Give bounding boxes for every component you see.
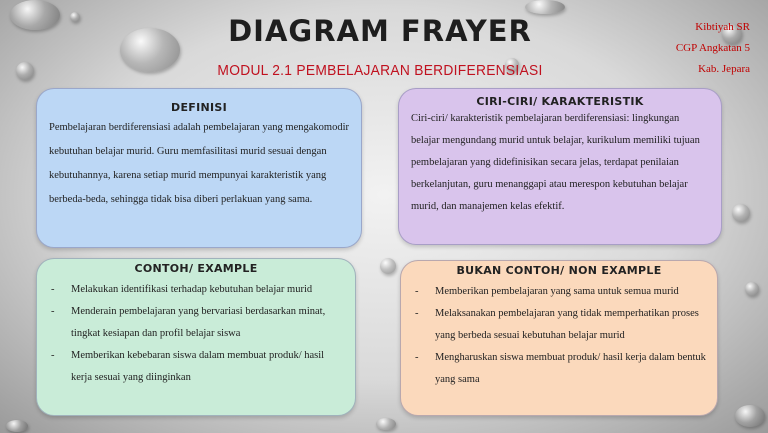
contoh-box [36, 258, 356, 416]
decorative-drop [745, 282, 759, 296]
decorative-drop [380, 258, 396, 274]
definisi-heading: DEFINISI [171, 101, 227, 114]
decorative-drop [70, 12, 80, 22]
list-item: - Menderain pembelajaran yang bervariasi berdasarkan minat, tingkat kesiapan dan profil belajar siswa [47, 301, 345, 345]
author-region: Kab. Jepara [698, 63, 750, 75]
decorative-drop [376, 418, 396, 430]
decorative-drop [6, 420, 28, 432]
slide-title: DIAGRAM FRAYER [228, 14, 532, 48]
bukan-contoh-heading: BUKAN CONTOH/ NON EXAMPLE [456, 264, 662, 277]
decorative-drop [735, 405, 765, 427]
list-item: - Memberikan kebebaran siswa dalam membuat produk/ hasil kerja sesuai yang diinginkan [47, 345, 345, 389]
author-info [676, 17, 750, 80]
karakteristik-heading: CIRI-CIRI/ KARAKTERISTIK [476, 95, 644, 108]
decorative-drop [120, 28, 180, 72]
decorative-drop [525, 0, 565, 14]
list-item: - Mengharuskan siswa membuat produk/ hasil kerja dalam bentuk yang sama [411, 347, 707, 391]
author-name: Kibtiyah SR [695, 21, 750, 33]
bukan-contoh-list [411, 281, 707, 391]
contoh-list [47, 279, 345, 389]
slide-subtitle: MODUL 2.1 PEMBELAJARAN BERDIFERENSIASI [217, 62, 543, 79]
list-item: - Melakukan identifikasi terhadap kebutuhan belajar murid [47, 279, 345, 301]
bukan-contoh-box [400, 260, 718, 416]
definisi-box [36, 88, 362, 248]
karakteristik-box [398, 88, 722, 245]
decorative-drop [732, 204, 750, 222]
author-cohort: CGP Angkatan 5 [675, 42, 750, 54]
list-item: - Melaksanakan pembelajaran yang tidak memperhatikan proses yang berbeda sesuai kebutuhan belajar murid [411, 303, 707, 347]
decorative-drop [16, 62, 34, 80]
decorative-drop [10, 0, 60, 30]
definisi-text: Pembelajaran berdiferensiasi adalah pembelajaran yang mengakomodir kebutuhan belajar murid. Guru memfasilitasi murid sesuai dengan kebutuhannya, karena setiap murid mempunyai karakteristik yang berbeda-beda, sehingga tidak bisa diberi perlakuan yang sama. [49, 122, 349, 205]
list-item: - Memberikan pembelajaran yang sama untuk semua murid [411, 281, 707, 303]
karakteristik-text: Ciri-ciri/ karakteristik pembelajaran berdiferensiasi: lingkungan belajar mengundang murid untuk belajar, kurikulum memiliki tujuan pembelajaran yang didefinisikan secara jelas, terdapat penilaian berkelanjutan, guru menanggapi atau merespon kebutuhan belajar murid, dan manajemen kelas efektif. [411, 113, 700, 212]
contoh-heading: CONTOH/ EXAMPLE [134, 262, 258, 275]
